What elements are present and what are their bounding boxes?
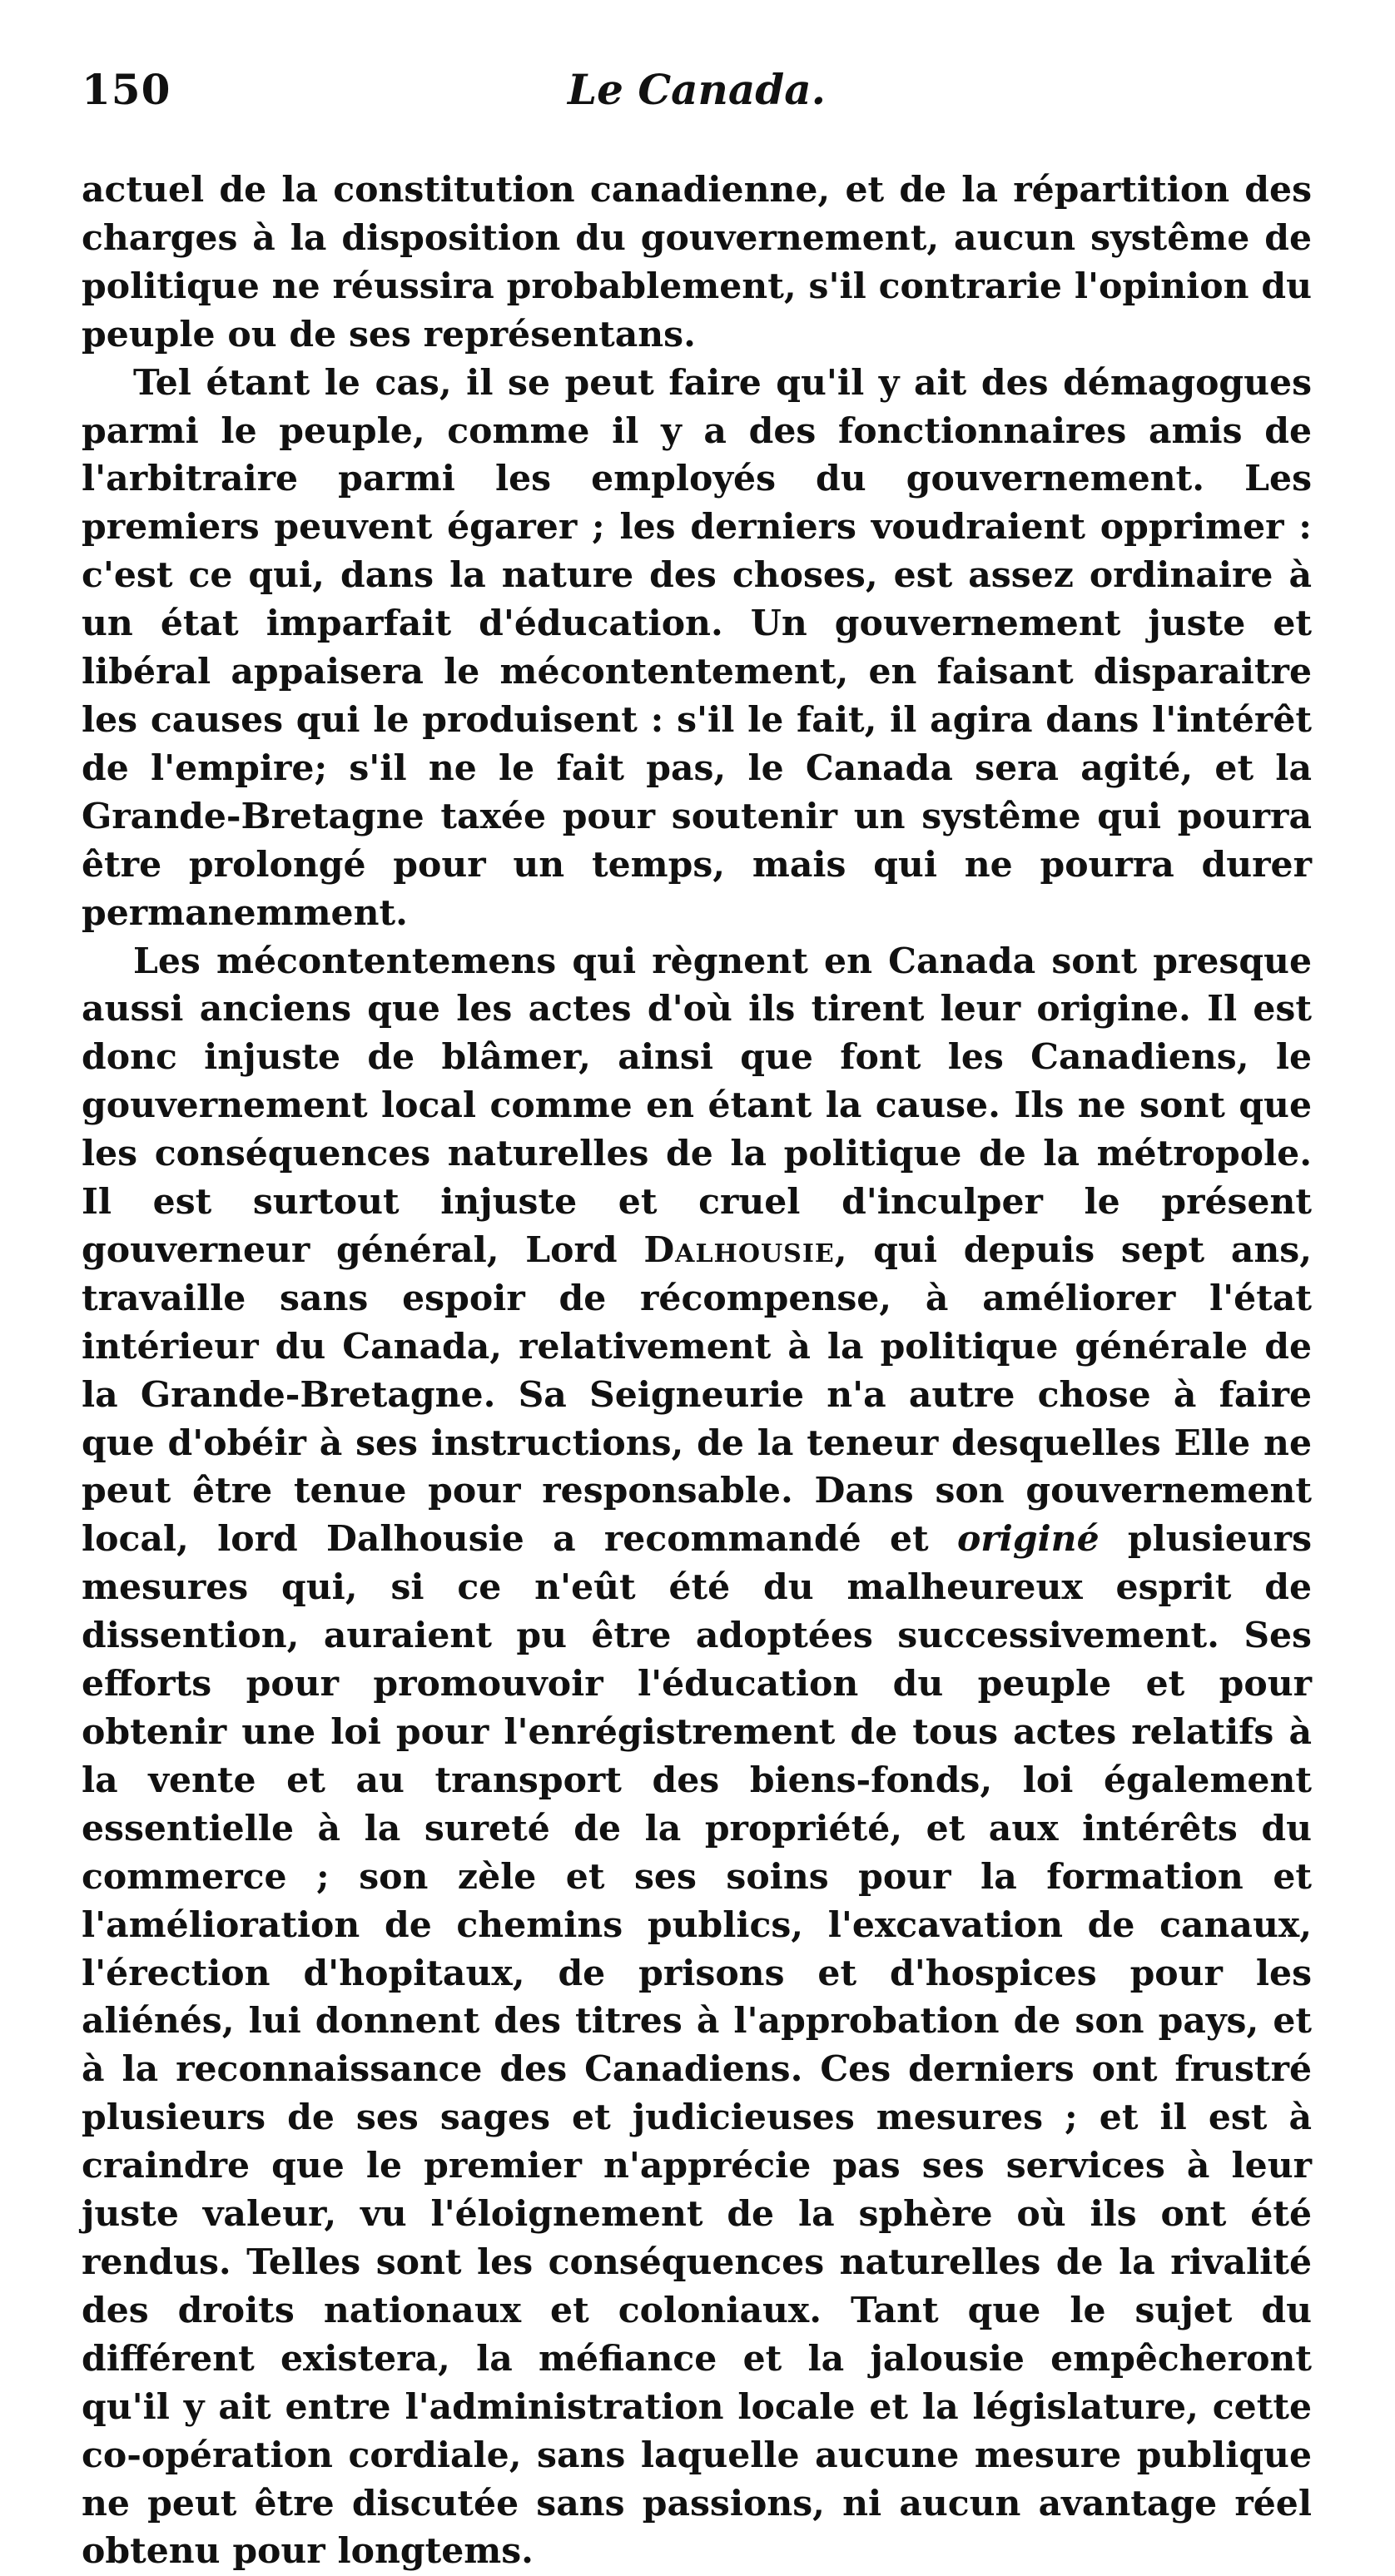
governor-name: Dalhousie (643, 1229, 834, 1271)
paragraph-2: Tel étant le cas, il se peut faire qu'il y ait des démagogues parmi le peuple, comme il y a des fonctionnaires amis de l'arbitraire parmi les employés du gouvernement. Les premiers peuvent égarer ; les derniers voudraient opprimer : c'est ce qui, dans la nature des choses, est assez ordinaire à un état imparfait d'éducation. Un gouvernement juste et libéral appaisera le mécontentement, en faisant disparaitre les causes qui le produisent : s'il le fait, il agira dans l'intérêt de l'empire; s'il ne le fait pas, le Canada sera agité, et la Grande-Bretagne taxée pour soutenir un systême qui pourra être prolongé pour un temps, mais qui ne pourra durer permanemment. (82, 360, 1312, 938)
body-text (82, 166, 1312, 2380)
paragraph-3-part-2: , qui depuis sept ans, travaille sans espoir de récompense, à améliorer l'état intérieur du Canada, relativement à la politique générale de la Grande-Bretagne. Sa Seigneurie n'a autre chose à faire que d'obéir à ses instructions, de la teneur desquelles Elle ne peut être tenue pour responsable. Dans son gouvernement local, lord Dalhousie a recommandé et (82, 1229, 1312, 1560)
paragraph-3-part-3: plusieurs mesures qui, si ce n'eût été du malheureux esprit de dissention, auraient pu être adoptées successivement. Ses efforts pour promouvoir l'éducation du peuple et pour obtenir une loi pour l'enrégistrement de tous actes relatifs à la vente et au transport des biens-fonds, loi également essentielle à la sureté de la propriété, et aux intérêts du commerce ; son zèle et ses soins pour la formation et l'amélioration de chemins publics, l'excavation de canaux, l'érection d'hopitaux, de prisons et d'hospices pour les aliénés, lui donnent des titres à l'approbation de son pays, et à la reconnaissance des Canadiens. Ces derniers ont frustré plusieurs de ses sages et judicieuses mesures ; et il est à craindre que le premier n'apprécie pas ses services à leur juste valeur, vu l'éloignement de la sphère où ils ont été rendus. Telles sont les conséquences naturelles de la rivalité des droits nationaux et coloniaux. Tant que le sujet du différent existera, la méfiance et la jalousie empêcheront qu'il y ait entre l'administration locale et la législature, cette co-opération cordiale, sans laquelle aucune mesure publique ne peut être discutée sans passions, ni aucun avantage réel obtenu pour longtems. (82, 1518, 1312, 2572)
paragraph-3-part-1: Les mécontentemens qui règnent en Canada sont presque aussi anciens que les actes d'où ils tirent leur origine. Il est donc injuste de blâmer, ainsi que font les Canadiens, le gouvernement local comme en étant la cause. Ils ne sont que les conséquences naturelles de la politique de la métropole. Il est surtout injuste et cruel d'inculper le présent gouverneur général, Lord (82, 941, 1312, 1271)
paragraph-3 (82, 938, 1312, 2576)
running-title: Le Canada. (82, 65, 1312, 114)
page-header (82, 65, 1312, 132)
page-number: 150 (82, 65, 171, 114)
paragraph-1: actuel de la constitution canadienne, et de la répartition des charges à la disposition du gouvernement, aucun systême de politique ne réussira probablement, s'il contrarie l'opinion du peuple ou de ses représentans. (82, 166, 1312, 360)
emphasized-word: originé (957, 1518, 1100, 1560)
